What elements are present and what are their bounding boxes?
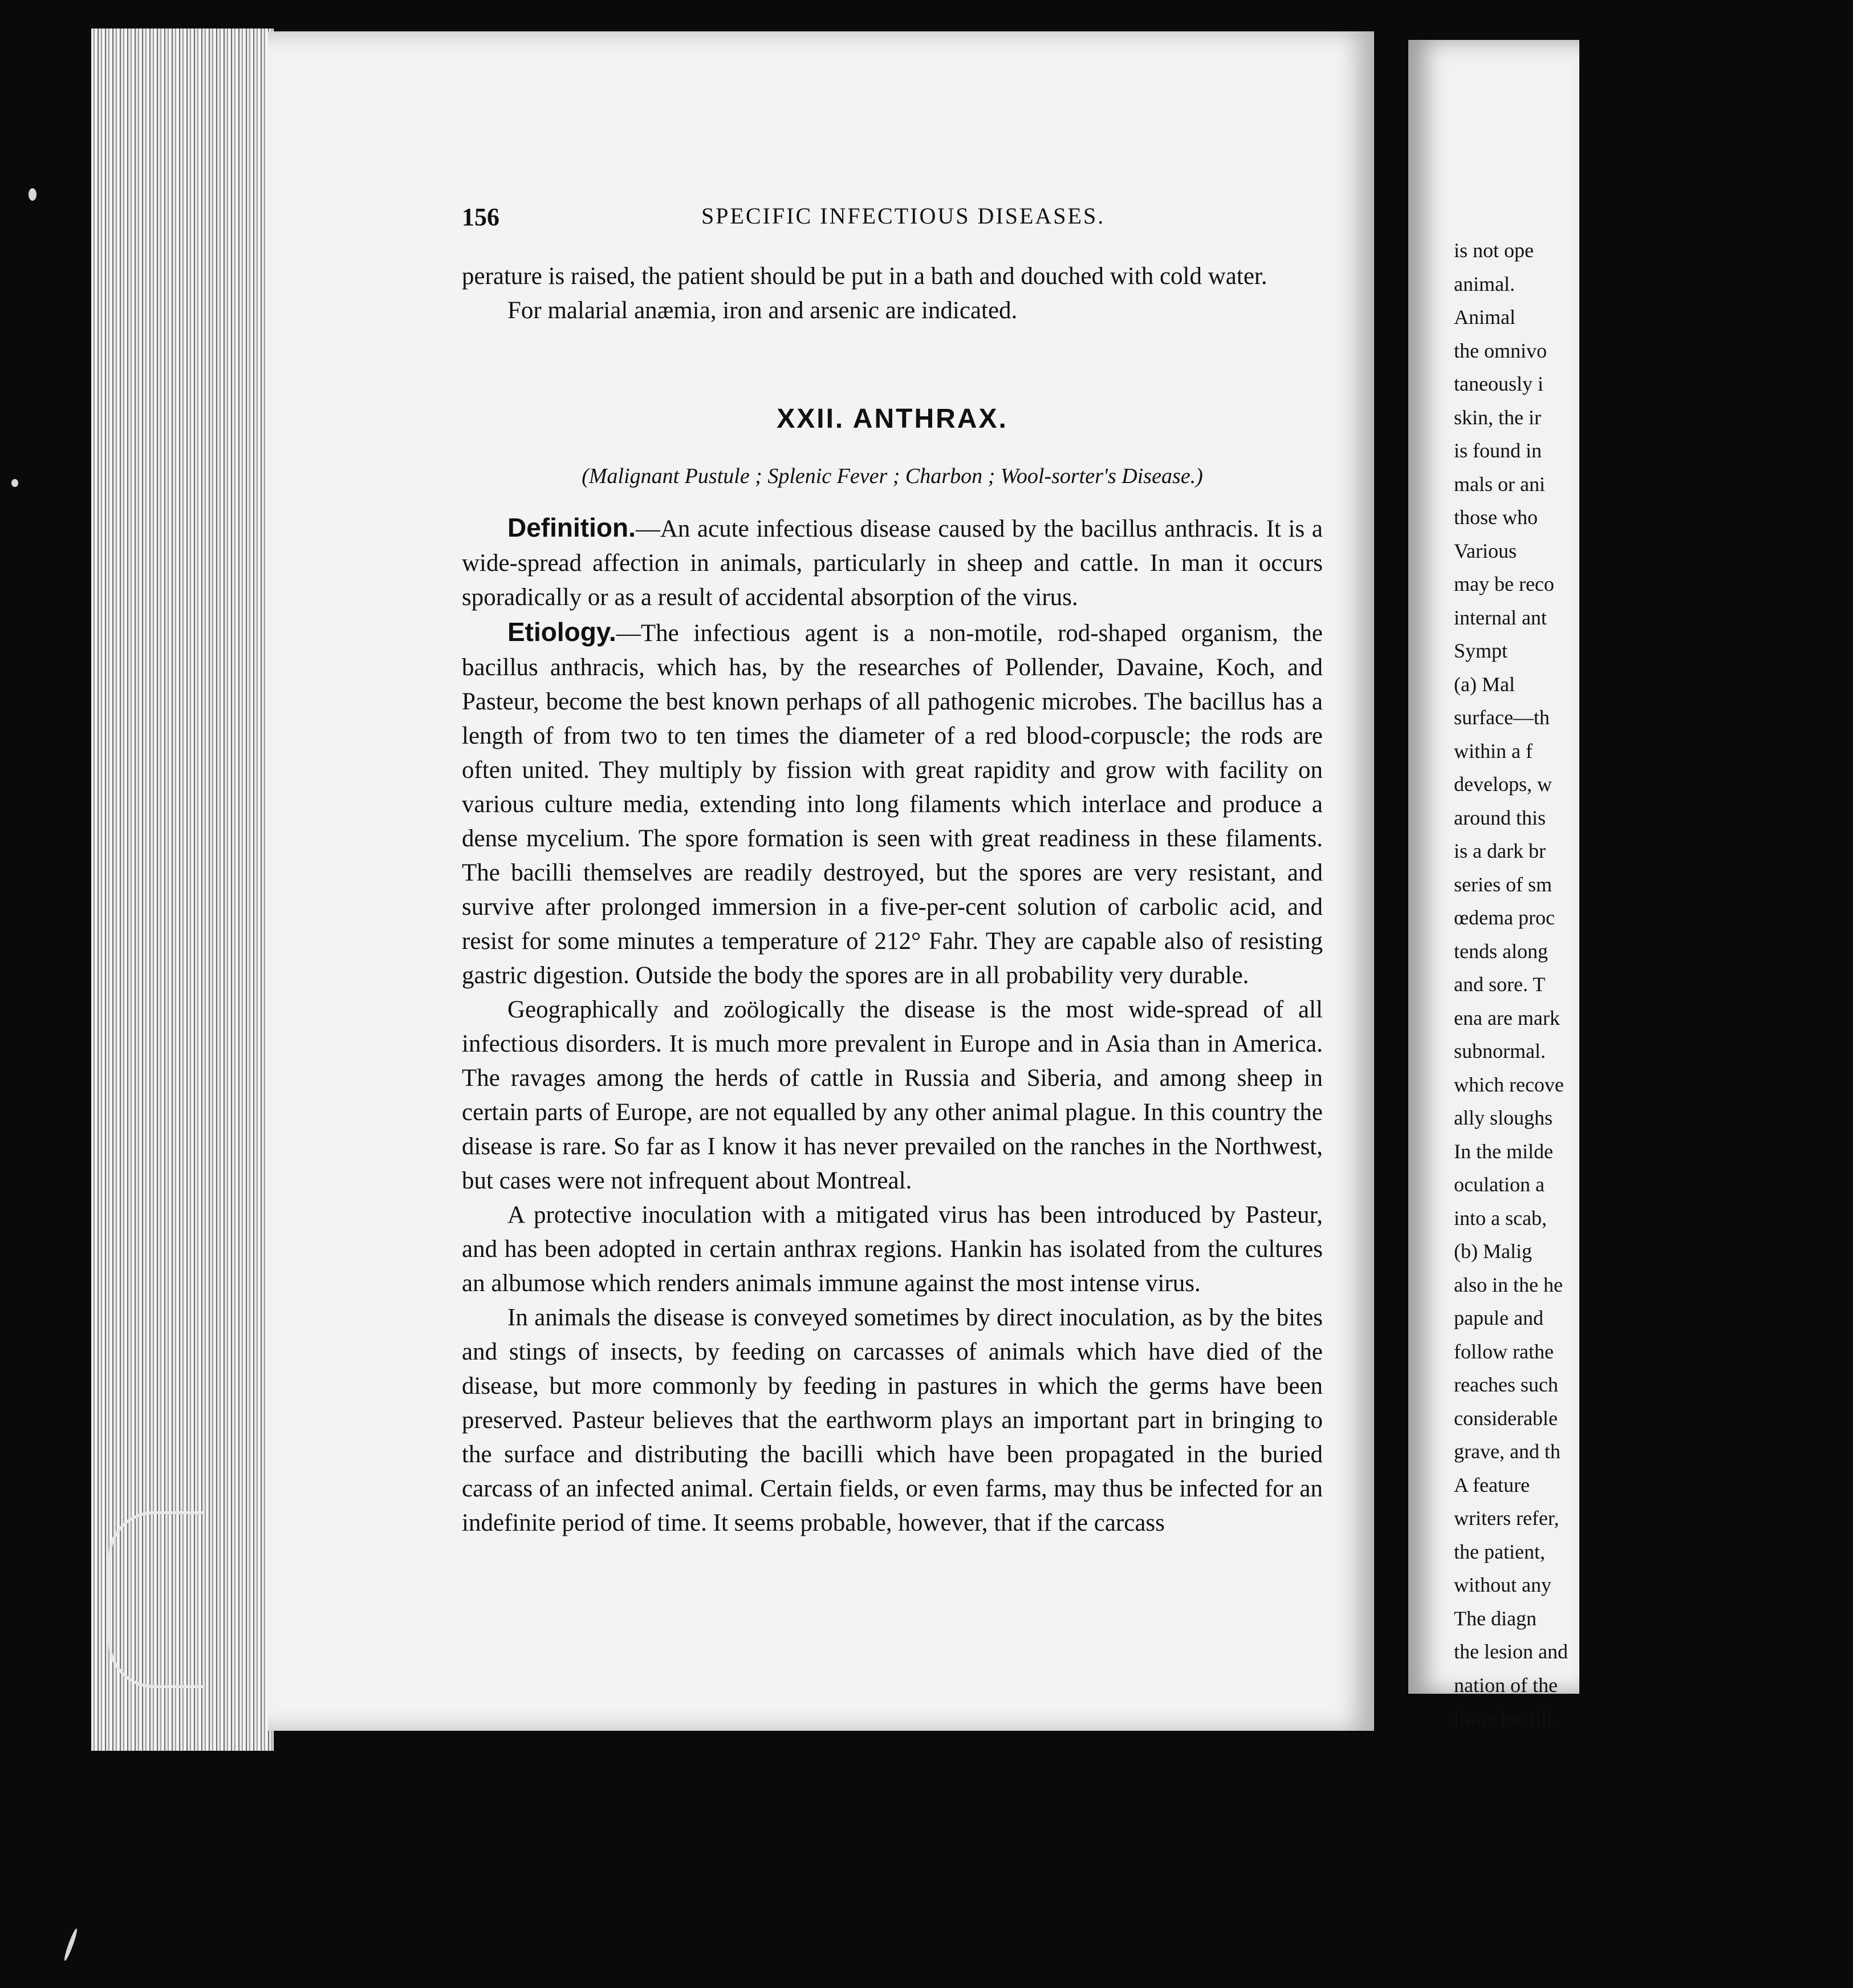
scan-speck [63, 1928, 79, 1961]
right-page-line: the lesion and [1454, 1640, 1568, 1663]
section-subtitle: (Malignant Pustule ; Splenic Fever ; Charbon ; Wool-sorter's Disease.) [582, 464, 1203, 488]
right-page-line: grave, and th [1454, 1440, 1561, 1463]
right-page-line: oculation a [1454, 1173, 1545, 1196]
right-page-line: animal. [1454, 272, 1515, 295]
right-page-line: skin, the ir [1454, 405, 1541, 429]
book-page-edges [91, 29, 274, 1751]
right-page-line: nation of the [1454, 1673, 1558, 1697]
right-page-line: ally sloughs [1454, 1106, 1553, 1129]
left-page [268, 31, 1374, 1731]
scan-artifact [108, 1511, 202, 1688]
right-page-line: In the milde [1454, 1139, 1553, 1163]
section-title: XXII. ANTHRAX. [777, 404, 1008, 434]
right-page-line: may be reco [1454, 573, 1554, 595]
right-page-line: the omnivo [1454, 339, 1547, 362]
right-page-line: Various [1454, 539, 1517, 562]
right-page-line: series of sm [1454, 873, 1552, 896]
definition-text: —An acute infectious disease caused by the bacillus anthracis. It is a wide-spread affection in animals, particularly in sheep and cattle. In man it occurs sporadically or as a result of accidental absorption of the virus. [462, 516, 1323, 611]
right-page [1408, 40, 1579, 1730]
right-page-line: those who [1454, 506, 1538, 529]
definition-heading: Definition. [507, 513, 636, 542]
intro-paragraph: perature is raised, the patient should be put in a bath and douched with cold water. [462, 263, 1267, 290]
page-number: 156 [462, 203, 499, 231]
right-page-line: A feature [1454, 1473, 1530, 1496]
right-page-line: Animal [1454, 306, 1515, 328]
right-page-line: without any [1454, 1573, 1551, 1596]
right-page-line: the patient, [1454, 1540, 1545, 1563]
right-page-line: follow rathe [1454, 1340, 1554, 1363]
body-paragraph: A protective inoculation with a mitigated virus has been introduced by Pasteur, and has been adopted in certain anthrax regions. Hankin has isolated from the cultures an albumose which renders animals immune against the most intense virus. [462, 1202, 1323, 1297]
right-page-line: develops, w [1454, 773, 1552, 796]
right-page-line: also in the he [1454, 1273, 1563, 1296]
etiology-text: —The infectious agent is a non-motile, rod-shaped organism, the bacillus anthracis, which has, by the researches of Pollender, Davaine, Koch, and Pasteur, become the best known perhaps of all pathogenic microbes. The bacillus has a length of from two to ten times the diameter of a red blood-corpuscle; the rods are often united. They multiply by fission with great rapidity and grow with facility on various culture media, extending into long filaments which interlace and produce a dense mycelium. The spore formation is seen with great readiness in these filaments. The bacilli themselves are readily destroyed, but the spores are very resistant, and survive after prolonged immersion in a five-per-cent solution of carbolic acid, and resist for some minutes a temperature of 212° Fahr. They are capable also of resisting gastric digestion. Outside the body the spores are in all probability very durable. [462, 620, 1323, 989]
body-text [462, 259, 1323, 1540]
body-paragraph: In animals the disease is conveyed sometimes by direct inoculation, as by the bites and stings of insects, by feeding on carcasses of animals which have died of the disease, but more commonly by feeding in pastures in which the germs have been preserved. Pasteur believes that the earthworm plays an important part in bringing to the surface and distributing the bacilli which have been propagated in the buried carcass of an infected animal. Certain fields, or even farms, may thus be infected for an indefinite period of time. It seems probable, however, that if the carcass [462, 1304, 1323, 1536]
right-page-line: around this [1454, 806, 1546, 829]
intro-paragraph: For malarial anæmia, iron and arsenic are indicated. [507, 297, 1018, 324]
right-page-line: within a f [1454, 739, 1533, 762]
scan-speck [11, 479, 18, 487]
right-page-line: and sore. T [1454, 973, 1546, 996]
right-page-line: considerable [1454, 1406, 1558, 1430]
right-page-text [1454, 234, 1853, 1735]
right-page-line: taneously i [1454, 372, 1543, 395]
scan-speck [29, 188, 36, 201]
right-page-line: tends along [1454, 939, 1548, 963]
etiology-heading: Etiology. [507, 617, 616, 647]
body-paragraph: Geographically and zoölogically the disease is the most wide-spread of all infectious disorders. It is much more prevalent in Europe and in Asia than in America. The ravages among the herds of cattle in Russia and Siberia, and among sheep in certain parts of Europe, are not equalled by any other animal plague. In this country the disease is rare. So far as I know it has never prevailed on the ranches in the Northwest, but cases were not infrequent about Montreal. [462, 996, 1323, 1194]
running-title: SPECIFIC INFECTIOUS DISEASES. [701, 203, 1106, 229]
right-page-line: ena are mark [1454, 1006, 1560, 1029]
right-page-line: surface—th [1454, 706, 1550, 729]
definition-paragraph [462, 510, 1323, 615]
right-page-line: papule and [1454, 1307, 1543, 1329]
right-page-line: (b) Malig [1454, 1240, 1532, 1263]
right-page-line: The diagn [1454, 1606, 1537, 1630]
right-page-line: which recove [1454, 1073, 1564, 1096]
right-page-line: (a) Mal [1454, 672, 1515, 696]
right-page-line: into a scab, [1454, 1206, 1547, 1230]
right-page-line: thrax bacilli. [1454, 1707, 1558, 1730]
right-page-line: is a dark br [1454, 839, 1546, 862]
right-page-line: is found in [1454, 439, 1542, 462]
etiology-paragraph [462, 615, 1323, 993]
right-page-line: internal ant [1454, 606, 1547, 629]
right-page-line: writers refer, [1454, 1507, 1559, 1529]
right-page-line: reaches such [1454, 1373, 1558, 1396]
right-page-line: subnormal. [1454, 1040, 1546, 1062]
right-page-line: Sympt [1454, 639, 1508, 662]
right-page-line: œdema proc [1454, 906, 1555, 929]
right-page-line: mals or ani [1454, 472, 1545, 496]
right-page-line: is not ope [1454, 239, 1534, 262]
